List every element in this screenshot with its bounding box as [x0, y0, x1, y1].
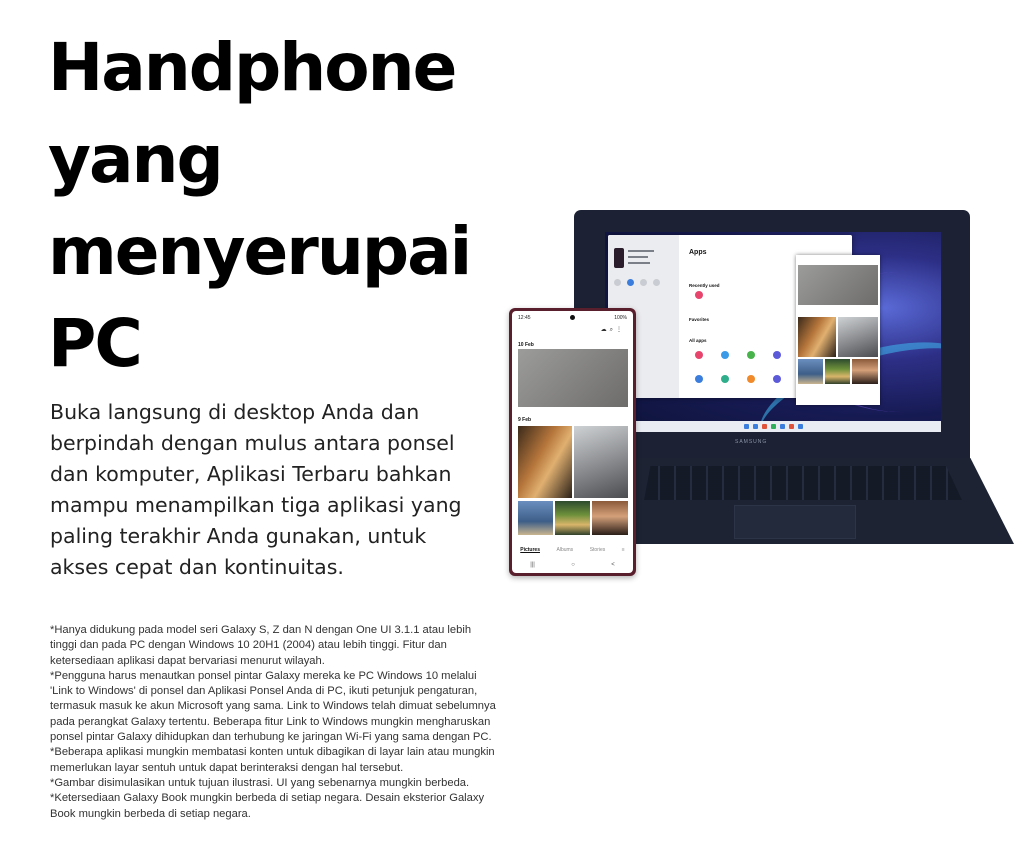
- laptop-screen: [605, 232, 941, 432]
- photo-thumbnail[interactable]: [592, 501, 628, 535]
- laptop-keyboard: [644, 466, 962, 500]
- footnote-3: *Beberapa aplikasi mungkin membatasi konten untuk dibagikan di layar lain atau mungkin memerlukan layar sentuh untuk dapat berinteraksi dengan hal tersebut.: [50, 746, 495, 774]
- footnote-1: *Hanya didukung pada model seri Galaxy S, Z dan N dengan One UI 3.1.1 atau lebih tinggi dan pada PC dengan Windows 10 20H1 (2004) atau lebih tinggi. Fitur dan ketersediaan aplikasi dapat bervariasi menurut wilayah.: [50, 624, 472, 667]
- body-line-5: paling terakhir Anda gunakan, untuk: [50, 524, 427, 548]
- body-line-2: berpindah dengan mulus antara ponsel: [50, 431, 455, 455]
- gallery-app-icon[interactable]: [695, 291, 703, 299]
- apps-title: Apps: [689, 249, 707, 256]
- phone-camera: [570, 315, 575, 320]
- camera-app-icon[interactable]: [695, 351, 703, 359]
- phone-gallery-actions: [601, 326, 625, 334]
- photo-thumbnail[interactable]: [518, 426, 572, 498]
- footnote-5: *Ketersediaan Galaxy Book mungkin berbeda di setiap negara. Desain eksterior Galaxy Book mungkin berbeda di setiap negara.: [50, 792, 485, 820]
- footnote-4: *Gambar disimulasikan untuk tujuan ilustrasi. UI yang sebenarnya mungkin berbeda.: [50, 776, 470, 789]
- home-icon[interactable]: ○: [571, 562, 575, 568]
- text-line: [628, 262, 650, 264]
- laptop-touchpad: [734, 505, 856, 539]
- start-icon[interactable]: [744, 424, 749, 429]
- back-icon[interactable]: <: [611, 562, 615, 568]
- search-icon[interactable]: [753, 424, 758, 429]
- tips-app-icon[interactable]: [747, 375, 755, 383]
- gallery-window: [796, 255, 880, 405]
- phone-gallery-tabs: [512, 547, 633, 553]
- text-line: [628, 250, 654, 252]
- footnote-2: *Pengguna harus menautkan ponsel pintar Galaxy mereka ke PC Windows 10 melalui 'Link to Windows' di ponsel dan Aplikasi Ponsel Anda di PC, ikuti petunjuk pengaturan, termasuk masuk ke akun Microsoft yang sama. Link to Windows telah dimuat sebelumnya pada perangkat Galaxy tertentu. Beberapa fitur Link to Windows mungkin mengharuskan ponsel pintar Galaxy dihidupkan dan terhubung ke jaringan Wi-Fi yang sama dengan PC.: [50, 669, 496, 744]
- phone-time: 12:45: [518, 315, 531, 321]
- search-icon[interactable]: ⌕: [609, 327, 616, 333]
- phone-navigation-bar: [512, 562, 633, 568]
- section-recently-used: Recently used: [689, 283, 720, 288]
- photo-thumbnail[interactable]: [798, 265, 878, 305]
- phone-battery: 100%: [614, 315, 627, 321]
- health-app-icon[interactable]: [721, 375, 729, 383]
- tab-albums[interactable]: Albums: [556, 547, 574, 553]
- body-line-4: mampu menampilkan tiga aplikasi yang: [50, 493, 462, 517]
- windows-taskbar: [605, 421, 941, 432]
- footnotes: [50, 623, 498, 822]
- messages-app-icon[interactable]: [695, 375, 703, 383]
- tab-pictures[interactable]: Pictures: [520, 547, 540, 553]
- headline-line-4: PC: [48, 305, 141, 382]
- photo-thumbnail[interactable]: [518, 501, 553, 535]
- phone-screen: [512, 311, 633, 573]
- laptop-image: [574, 210, 1014, 545]
- mini-phone-icon: [614, 248, 624, 268]
- photo-thumbnail[interactable]: [825, 359, 850, 384]
- section-favorites: Favorites: [689, 317, 710, 322]
- photo-thumbnail[interactable]: [518, 349, 628, 407]
- photo-thumbnail[interactable]: [798, 359, 823, 384]
- more-icon[interactable]: ⋮: [616, 327, 625, 333]
- menu-icon[interactable]: ≡: [621, 547, 625, 553]
- private-share-app-icon[interactable]: [773, 375, 781, 383]
- phone-date-label: 10 Feb: [518, 342, 534, 348]
- headline: [48, 22, 488, 390]
- headline-line-3: menyerupai: [48, 213, 471, 290]
- cloud-icon[interactable]: ☁: [600, 327, 610, 333]
- clock-app-icon[interactable]: [773, 351, 781, 359]
- photo-thumbnail[interactable]: [574, 426, 628, 498]
- photo-thumbnail[interactable]: [838, 317, 878, 357]
- mute-icon: [640, 279, 647, 286]
- tab-stories[interactable]: Stories: [589, 547, 606, 553]
- taskbar-app-icon[interactable]: [762, 424, 767, 429]
- data-app-icon[interactable]: [721, 351, 729, 359]
- laptop-brand-logo: SAMSUNG: [735, 439, 768, 445]
- body-line-1: Buka langsung di desktop Anda dan: [50, 400, 420, 424]
- photo-thumbnail[interactable]: [798, 317, 836, 357]
- phone-date-label: 9 Feb: [518, 417, 532, 423]
- taskbar-app-icon[interactable]: [771, 424, 776, 429]
- headline-line-1: Handphone: [48, 29, 456, 106]
- body-copy: [50, 397, 490, 583]
- taskbar-app-icon[interactable]: [789, 424, 794, 429]
- bluetooth-icon: [627, 279, 634, 286]
- recent-apps-icon[interactable]: |||: [530, 562, 535, 568]
- text-line: [628, 256, 648, 258]
- body-line-3: dan komputer, Aplikasi Terbaru bahkan: [50, 462, 452, 486]
- taskbar-app-icon[interactable]: [780, 424, 785, 429]
- photo-thumbnail[interactable]: [852, 359, 878, 384]
- calculator-app-icon[interactable]: [747, 351, 755, 359]
- section-all-apps: All apps: [689, 338, 707, 343]
- music-icon: [653, 279, 660, 286]
- body-line-6: akses cepat dan kontinuitas.: [50, 555, 344, 579]
- wifi-icon: [614, 279, 621, 286]
- taskbar-app-icon[interactable]: [798, 424, 803, 429]
- photo-thumbnail[interactable]: [555, 501, 590, 535]
- headline-line-2: yang: [48, 121, 222, 198]
- phone-image: [509, 308, 636, 576]
